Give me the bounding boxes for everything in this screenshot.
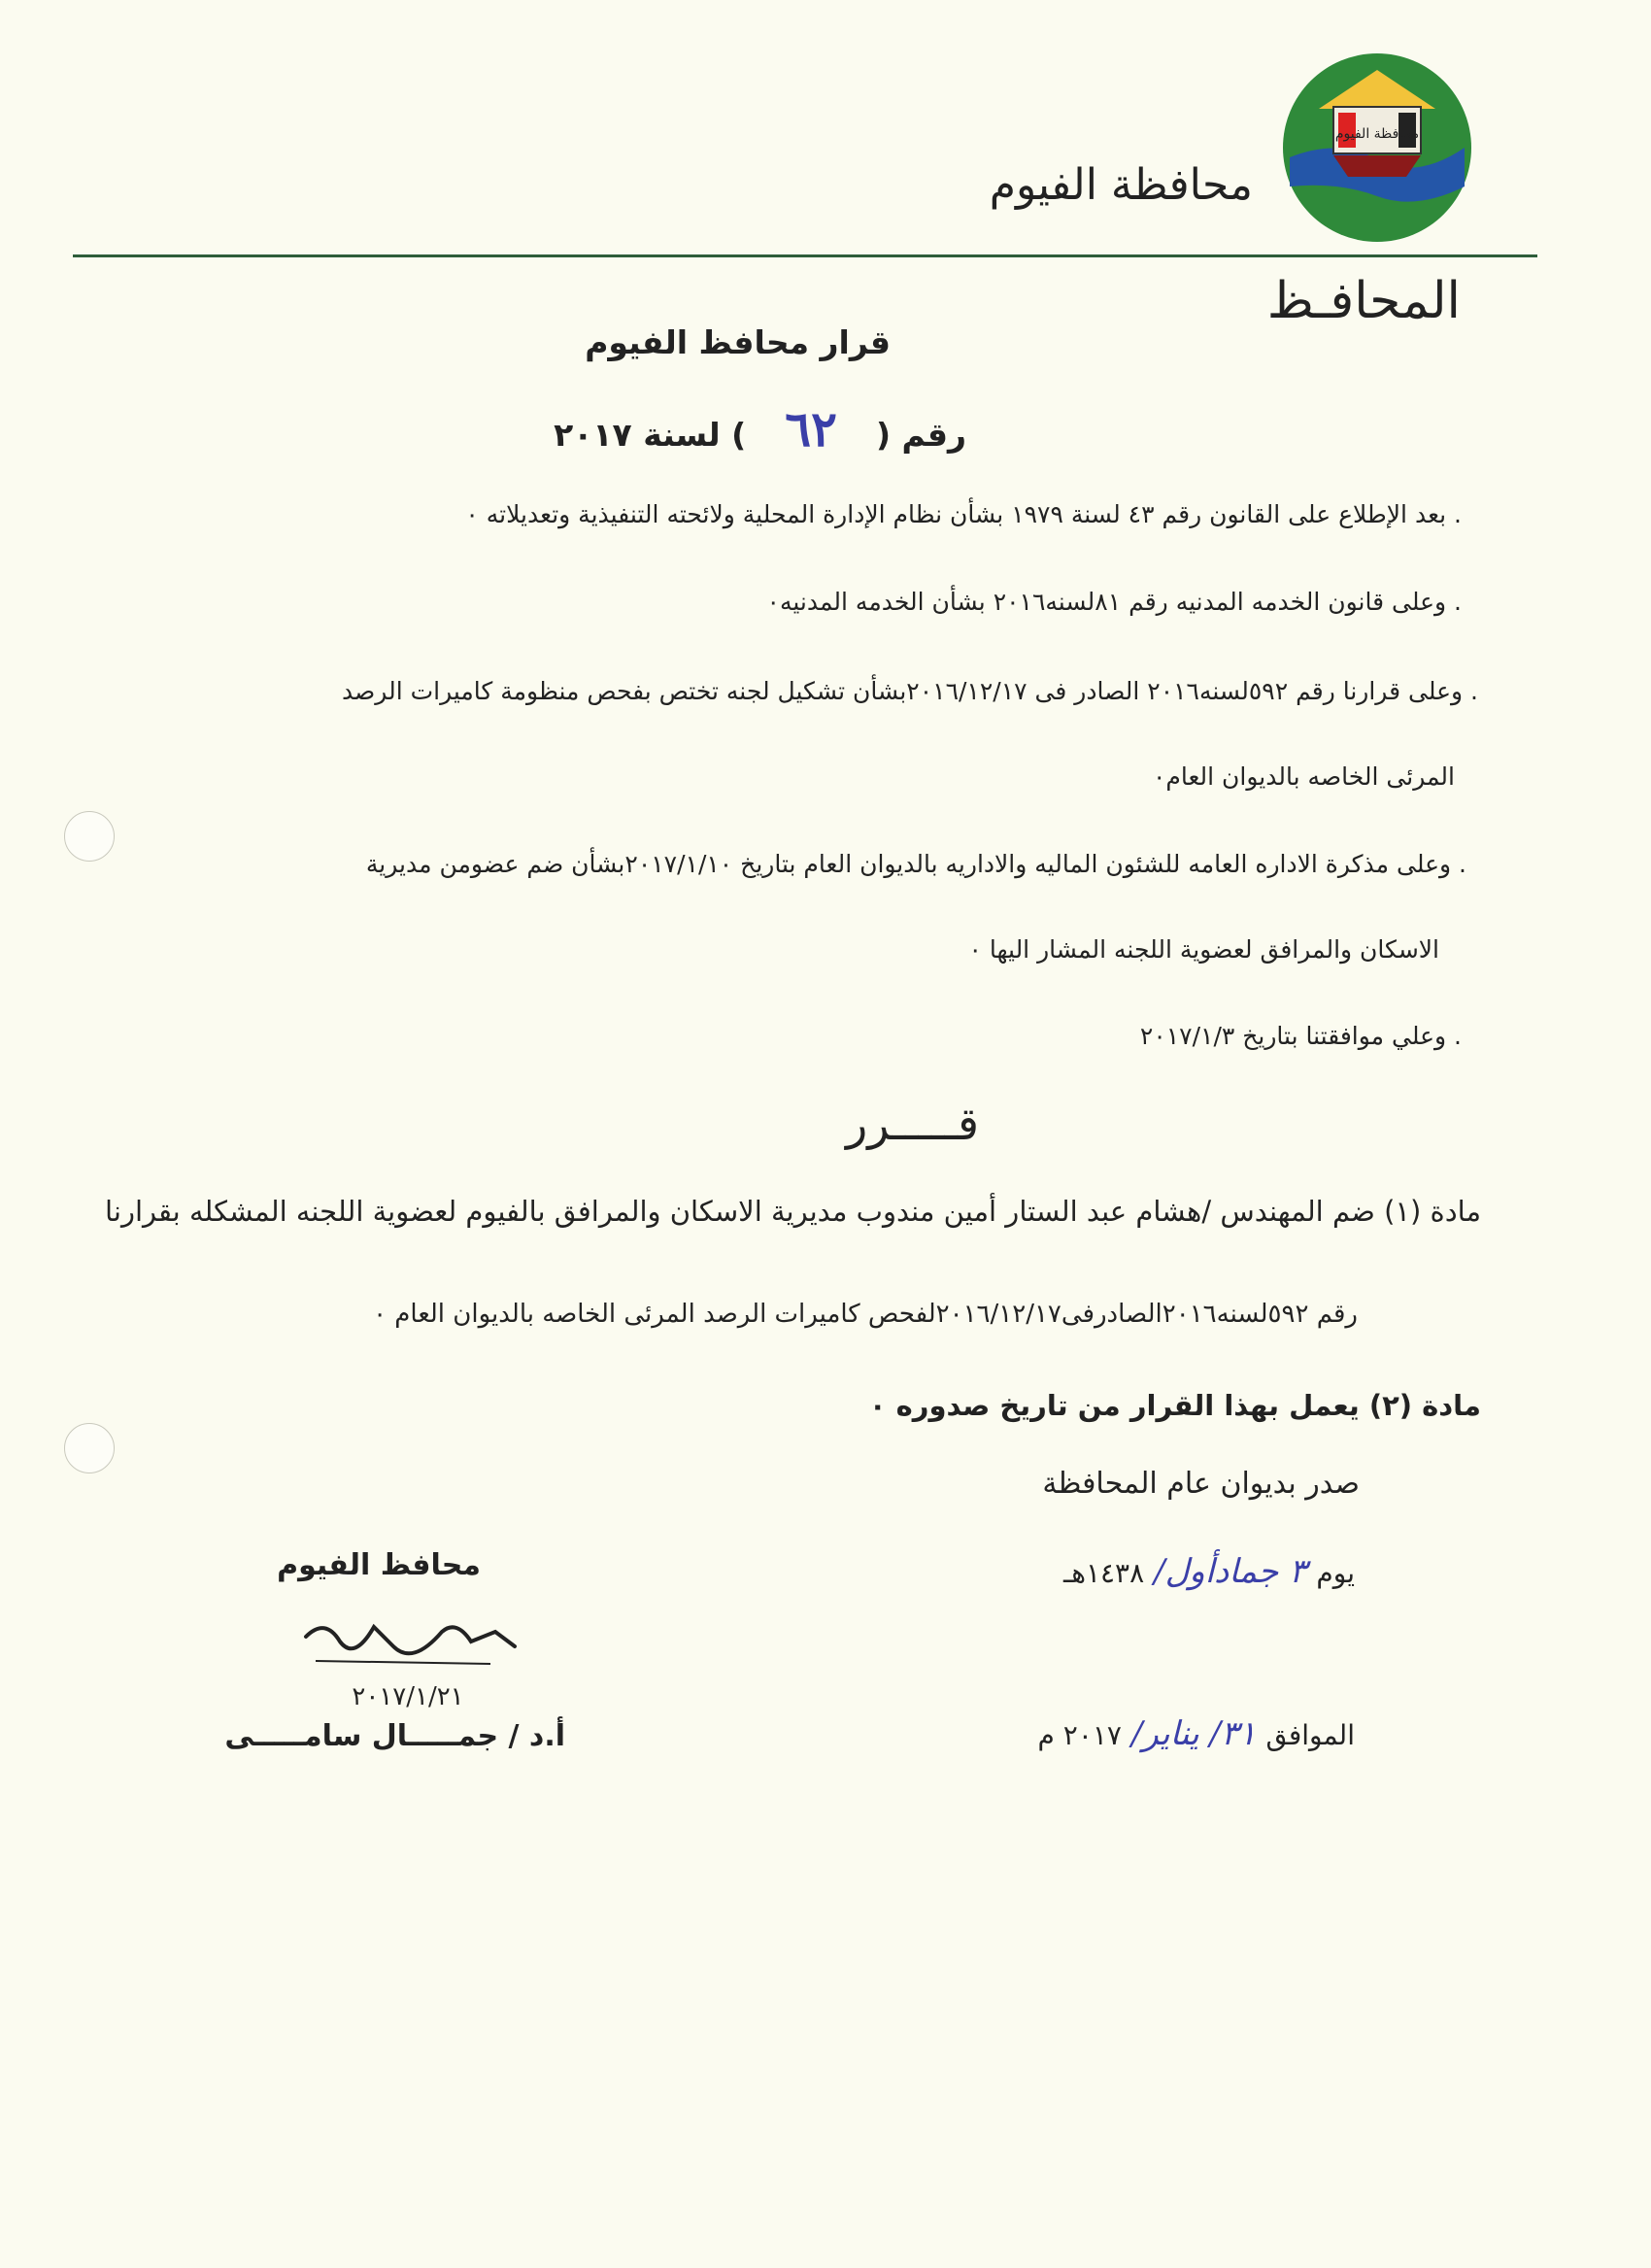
hijri-prefix: يوم <box>1316 1557 1355 1589</box>
number-suffix: ) لسنة ٢٠١٧ <box>554 416 747 454</box>
seal-text: محافظة الفيوم <box>1334 126 1420 142</box>
preamble-line: . وعلى قانون الخدمه المدنيه رقم ٨١لسنه٢٠١٦ بشأن الخدمه المدنيه٠ <box>766 588 1462 616</box>
governorate-seal-icon <box>1280 51 1474 245</box>
signatory-name: أ.د / جمـــــال سامـــــى <box>224 1719 565 1753</box>
article-2: مادة (٢) يعمل بهذا القرار من تاريخ صدوره ٠ <box>868 1389 1481 1422</box>
article-1-line-2: رقم ٥٩٢لسنه٢٠١٦الصادرفى٢٠١٦/١٢/١٧لفحص كاميرات الرصد المرئى الخاصه بالديوان العام ٠ <box>373 1300 1358 1329</box>
preamble-line: . وعلي موافقتنا بتاريخ ٢٠١٧/١/٣ <box>1139 1022 1462 1050</box>
greg-handwritten: ٣١/ يناير/ <box>1130 1714 1257 1753</box>
signature-date: ٢٠١٧/١/٢١ <box>352 1682 464 1711</box>
decree-number-line <box>554 400 966 457</box>
hijri-handwritten: ٣ جمادأول/ <box>1154 1552 1307 1591</box>
article-1-line-1: مادة (١) ضم المهندس /هشام عبد الستار أمين مندوب مديرية الاسكان والمرافق بالفيوم لعضوية اللجنه المشكله بقرارنا <box>105 1195 1481 1228</box>
handwritten-signature <box>286 1608 529 1714</box>
signatory-title: محافظ الفيوم <box>277 1548 481 1582</box>
office-heading: المحافـظ <box>1266 272 1461 330</box>
preamble-line: . وعلى قرارنا رقم ٥٩٢لسنه٢٠١٦ الصادر فى ٢٠١٦/١٢/١٧بشأن تشكيل لجنه تختص بفحص منظومة كاميرات الرصد <box>341 677 1478 705</box>
punch-hole <box>64 1423 115 1473</box>
governorate-name: محافظة الفيوم <box>989 160 1253 210</box>
decree-number-handwritten: ٦٢ <box>785 400 837 457</box>
greg-prefix: الموافق <box>1265 1719 1355 1751</box>
header-rule <box>73 254 1537 257</box>
preamble-line: . وعلى مذكرة الاداره العامه للشئون الماليه والاداريه بالديوان العام بتاريخ ٢٠١٧/١/١٠بشأن ضم عضومن مديرية <box>365 850 1466 878</box>
number-prefix: رقم ( <box>875 416 966 454</box>
preamble-line: . بعد الإطلاع على القانون رقم ٤٣ لسنة ١٩٧٩ بشأن نظام الإدارة المحلية ولائحته التنفيذية وتعديلاته ٠ <box>465 500 1462 528</box>
preamble-line: الاسكان والمرافق لعضوية اللجنه المشار اليها ٠ <box>968 935 1439 964</box>
hijri-suffix: ١٤٣٨هـ <box>1063 1557 1145 1589</box>
decree-title: قرار محافظ الفيوم <box>585 323 891 361</box>
greg-suffix: ٢٠١٧ م <box>1037 1719 1122 1751</box>
punch-hole <box>64 811 115 862</box>
decided-heading: قـــــرر <box>846 1098 979 1150</box>
issued-at: صدر بديوان عام المحافظة <box>1042 1467 1360 1501</box>
gregorian-date <box>1038 1714 1355 1753</box>
preamble-line: المرئى الخاصه بالديوان العام٠ <box>1152 762 1455 791</box>
hijri-date <box>1063 1552 1355 1591</box>
